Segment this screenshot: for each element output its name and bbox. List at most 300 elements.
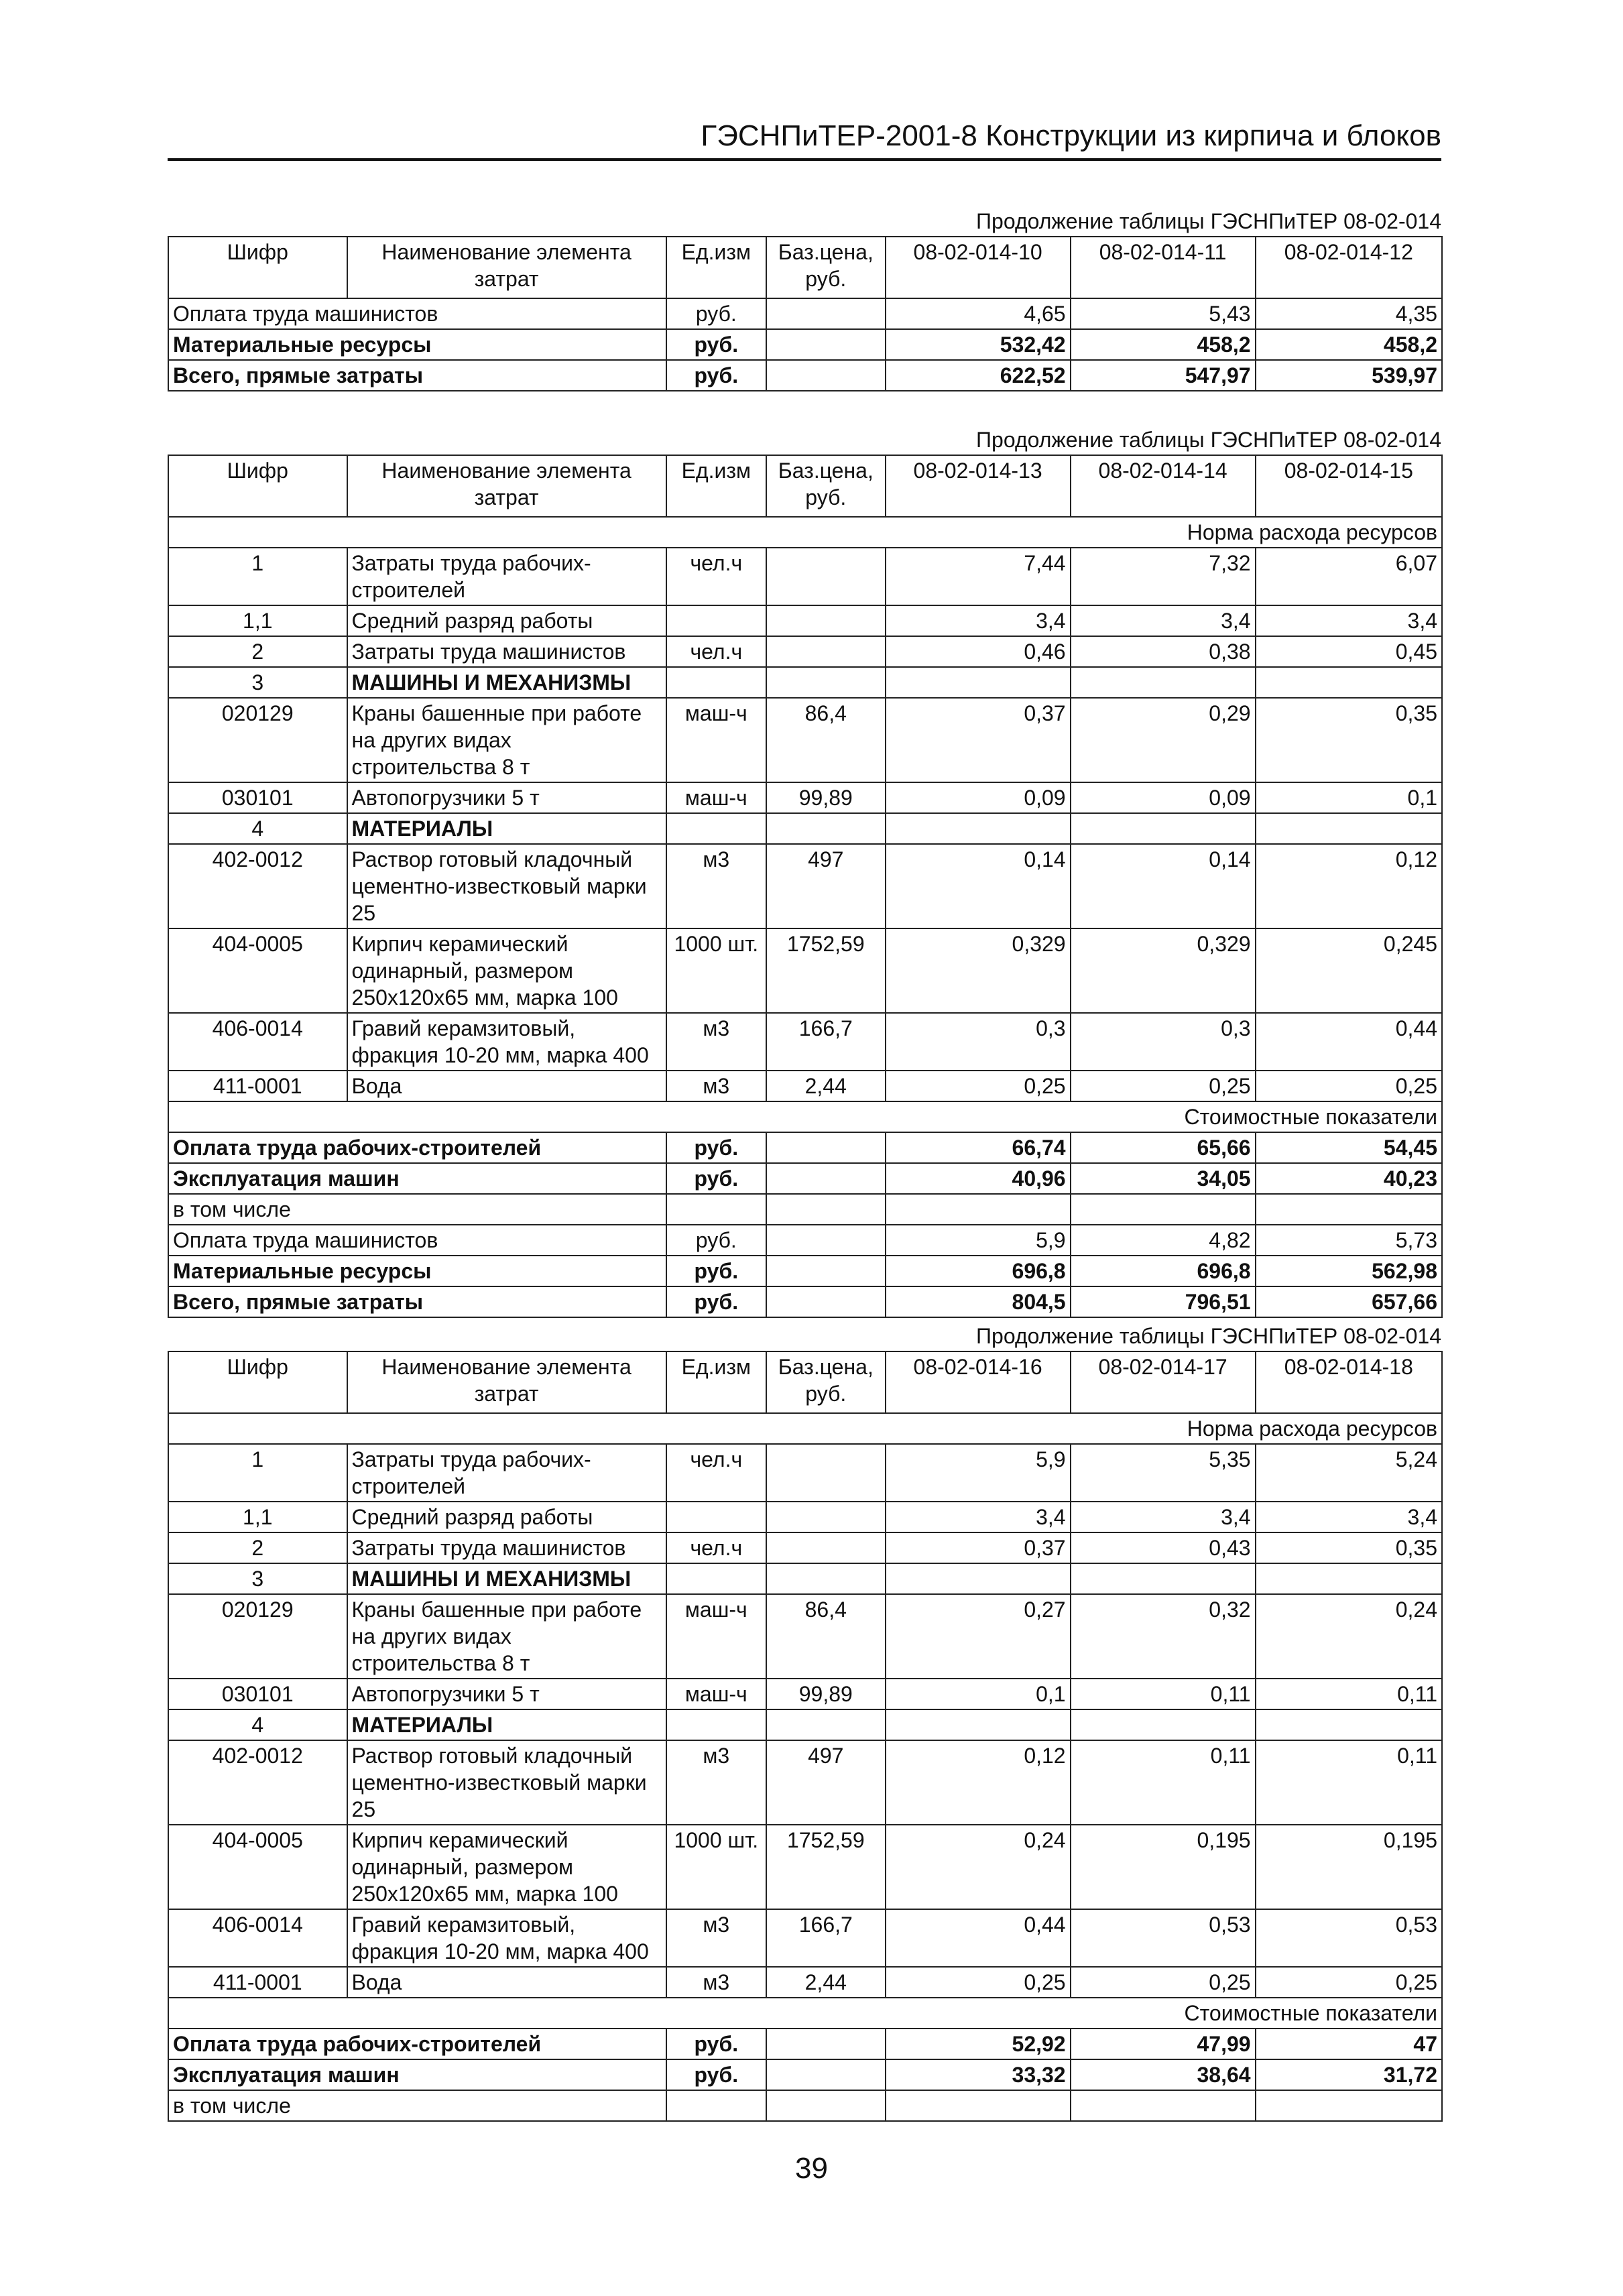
row-value: 0,44 [886,1909,1071,1967]
table-row [168,1532,1442,1563]
row-code: 3 [168,1563,347,1594]
row-value [886,667,1071,698]
row-code: 4 [168,1709,347,1740]
row-base-price: 497 [766,1740,886,1825]
row-value: 0,329 [886,928,1071,1013]
table-row [168,1740,1442,1825]
row-value: 0,25 [886,1071,1071,1101]
row-code: 404-0005 [168,928,347,1013]
cost-unit: руб. [666,1132,766,1163]
row-value: 0,11 [1071,1679,1256,1709]
cost-value: 5,73 [1256,1225,1442,1256]
row-base-price: 99,89 [766,1679,886,1709]
cost-base-price [766,1132,886,1163]
row-name: Краны башенные при работе на других видах строительства 8 т [347,698,666,782]
row-unit: м3 [666,1071,766,1101]
cost-value: 458,2 [1256,329,1442,360]
table-row [168,1013,1442,1071]
row-value: 3,4 [1256,605,1442,636]
table-continuation-label: Продолжение таблицы ГЭСНПиТЕР 08-02-014 [976,209,1441,233]
cost-value: 4,35 [1256,298,1442,329]
table-row [168,1825,1442,1909]
cost-name: Оплата труда машинистов [168,298,666,329]
cost-label-row [168,1101,1442,1132]
cost-value: 696,8 [886,1256,1071,1286]
table-row [168,1502,1442,1532]
row-value: 0,12 [886,1740,1071,1825]
row-value: 0,1 [886,1679,1071,1709]
column-header-rate-code: 08-02-014-13 [886,455,1071,517]
norm-label: Норма расхода ресурсов [168,517,1442,548]
column-header-price: Баз.цена, руб. [766,455,886,517]
column-header-unit: Ед.изм [666,455,766,517]
row-code: 020129 [168,1594,347,1679]
row-unit: 1000 шт. [666,1825,766,1909]
table-header-row [168,1351,1442,1413]
row-value [1071,1563,1256,1594]
table-row [168,844,1442,928]
row-code: 1 [168,548,347,605]
row-unit [666,1709,766,1740]
row-name: Автопогрузчики 5 т [347,1679,666,1709]
row-value: 0,12 [1256,844,1442,928]
table-header-row [168,237,1442,298]
row-value: 0,329 [1071,928,1256,1013]
row-value: 0,14 [886,844,1071,928]
table-row [168,1444,1442,1502]
cost-row [168,360,1442,391]
table-row [168,667,1442,698]
row-unit: маш-ч [666,1594,766,1679]
row-unit: 1000 шт. [666,928,766,1013]
row-base-price [766,1709,886,1740]
cost-unit: руб. [666,1225,766,1256]
row-value: 0,09 [886,782,1071,813]
cost-value: 34,05 [1071,1163,1256,1194]
row-name: МАШИНЫ И МЕХАНИЗМЫ [347,1563,666,1594]
row-value [1256,667,1442,698]
row-value: 0,195 [1256,1825,1442,1909]
column-header-rate-code: 08-02-014-10 [886,237,1071,298]
table-row [168,1071,1442,1101]
row-code: 402-0012 [168,844,347,928]
page-title: ГЭСНПиТЕР-2001-8 Конструкции из кирпича и блоков [701,119,1441,152]
row-unit: м3 [666,1967,766,1998]
row-base-price [766,1502,886,1532]
row-value [886,813,1071,844]
row-name: Затраты труда машинистов [347,636,666,667]
table-continuation-label: Продолжение таблицы ГЭСНПиТЕР 08-02-014 [976,1324,1441,1348]
row-base-price: 99,89 [766,782,886,813]
row-value [1071,1709,1256,1740]
row-unit: чел.ч [666,548,766,605]
cost-value [1071,2090,1256,2121]
row-value: 0,35 [1256,698,1442,782]
row-base-price: 2,44 [766,1967,886,1998]
table-continuation-label: Продолжение таблицы ГЭСНПиТЕР 08-02-014 [976,428,1441,452]
row-base-price: 166,7 [766,1013,886,1071]
cost-value: 804,5 [886,1286,1071,1317]
row-value [886,1563,1071,1594]
table-row [168,1909,1442,1967]
cost-name: Эксплуатация машин [168,2059,666,2090]
row-base-price: 2,44 [766,1071,886,1101]
column-header-rate-code: 08-02-014-12 [1256,237,1442,298]
table-row [168,1967,1442,1998]
row-code: 2 [168,1532,347,1563]
cost-name: в том числе [168,1194,666,1225]
row-unit: м3 [666,1013,766,1071]
cost-label: Стоимостные показатели [168,1998,1442,2029]
table-row [168,928,1442,1013]
table-row [168,1679,1442,1709]
row-value: 5,9 [886,1444,1071,1502]
resource-table-1 [168,236,1443,391]
cost-value: 5,43 [1071,298,1256,329]
row-unit: чел.ч [666,636,766,667]
norm-label-row [168,1413,1442,1444]
cost-base-price [766,329,886,360]
row-value: 0,3 [886,1013,1071,1071]
cost-value: 40,96 [886,1163,1071,1194]
row-base-price [766,636,886,667]
row-code: 4 [168,813,347,844]
cost-value: 696,8 [1071,1256,1256,1286]
row-base-price: 86,4 [766,1594,886,1679]
row-value: 0,11 [1256,1679,1442,1709]
row-value [1256,1709,1442,1740]
row-code: 402-0012 [168,1740,347,1825]
column-header-name: Наименование элемента затрат [347,237,666,298]
cost-value: 796,51 [1071,1286,1256,1317]
row-value: 0,44 [1256,1013,1442,1071]
cost-unit: руб. [666,2029,766,2059]
cost-value [1256,1194,1442,1225]
cost-unit: руб. [666,1163,766,1194]
cost-row [168,1286,1442,1317]
row-value: 0,37 [886,698,1071,782]
column-header-rate-code: 08-02-014-17 [1071,1351,1256,1413]
row-value: 0,35 [1256,1532,1442,1563]
row-code: 030101 [168,1679,347,1709]
cost-label-row [168,1998,1442,2029]
row-value: 3,4 [886,1502,1071,1532]
row-name: МАТЕРИАЛЫ [347,813,666,844]
cost-name: Всего, прямые затраты [168,1286,666,1317]
norm-label: Норма расхода ресурсов [168,1413,1442,1444]
row-base-price [766,1563,886,1594]
row-value: 3,4 [886,605,1071,636]
cost-base-price [766,1256,886,1286]
table-row [168,1709,1442,1740]
cost-name: Материальные ресурсы [168,1256,666,1286]
column-header-rate-code: 08-02-014-15 [1256,455,1442,517]
cost-value: 562,98 [1256,1256,1442,1286]
table-row [168,1563,1442,1594]
cost-base-price [766,1225,886,1256]
row-value: 3,4 [1071,1502,1256,1532]
row-name: МАШИНЫ И МЕХАНИЗМЫ [347,667,666,698]
row-name: Затраты труда рабочих-строителей [347,1444,666,1502]
row-value: 0,245 [1256,928,1442,1013]
row-unit: чел.ч [666,1444,766,1502]
resource-table-3 [168,1351,1443,2122]
row-base-price: 166,7 [766,1909,886,1967]
table-row [168,813,1442,844]
cost-row [168,1163,1442,1194]
cost-base-price [766,1163,886,1194]
row-value: 0,53 [1071,1909,1256,1967]
cost-value [886,1194,1071,1225]
cost-value: 4,65 [886,298,1071,329]
row-base-price: 86,4 [766,698,886,782]
cost-row [168,2029,1442,2059]
row-unit [666,667,766,698]
row-code: 3 [168,667,347,698]
row-value: 0,24 [1256,1594,1442,1679]
row-base-price: 497 [766,844,886,928]
row-name: МАТЕРИАЛЫ [347,1709,666,1740]
row-value [886,1709,1071,1740]
row-value: 0,45 [1256,636,1442,667]
cost-unit: руб. [666,329,766,360]
row-value: 0,24 [886,1825,1071,1909]
column-header-name: Наименование элемента затрат [347,455,666,517]
row-value: 0,14 [1071,844,1256,928]
table-row [168,782,1442,813]
row-value: 0,25 [1071,1967,1256,1998]
cost-value: 38,64 [1071,2059,1256,2090]
cost-unit: руб. [666,360,766,391]
cost-value [886,2090,1071,2121]
row-value [1256,1563,1442,1594]
cost-label: Стоимостные показатели [168,1101,1442,1132]
row-unit: м3 [666,1740,766,1825]
row-code: 2 [168,636,347,667]
row-value: 0,32 [1071,1594,1256,1679]
cost-value: 657,66 [1256,1286,1442,1317]
row-value: 6,07 [1256,548,1442,605]
norm-label-row [168,517,1442,548]
cost-unit: руб. [666,1256,766,1286]
row-unit [666,813,766,844]
cost-base-price [766,2090,886,2121]
row-code: 406-0014 [168,1909,347,1967]
row-base-price [766,813,886,844]
column-header-code: Шифр [168,237,347,298]
row-code: 411-0001 [168,1967,347,1998]
row-code: 1 [168,1444,347,1502]
row-value [1071,667,1256,698]
row-value: 0,3 [1071,1013,1256,1071]
row-base-price [766,667,886,698]
row-value: 0,25 [1256,1967,1442,1998]
row-value: 5,24 [1256,1444,1442,1502]
cost-value [1256,2090,1442,2121]
cost-value: 52,92 [886,2029,1071,2059]
cost-row [168,1256,1442,1286]
row-code: 1,1 [168,605,347,636]
row-value: 0,25 [1256,1071,1442,1101]
column-header-price: Баз.цена, руб. [766,1351,886,1413]
row-unit: м3 [666,844,766,928]
cost-value: 66,74 [886,1132,1071,1163]
table-row [168,636,1442,667]
table-header-row [168,455,1442,517]
cost-name: Эксплуатация машин [168,1163,666,1194]
cost-name: Всего, прямые затраты [168,360,666,391]
cost-value: 547,97 [1071,360,1256,391]
row-value: 3,4 [1071,605,1256,636]
page-header [168,119,1441,161]
cost-unit: руб. [666,298,766,329]
cost-base-price [766,360,886,391]
row-unit: маш-ч [666,698,766,782]
column-header-rate-code: 08-02-014-11 [1071,237,1256,298]
row-name: Затраты труда машинистов [347,1532,666,1563]
cost-row [168,298,1442,329]
cost-value: 31,72 [1256,2059,1442,2090]
cost-value: 47 [1256,2029,1442,2059]
page-number: 39 [795,2152,828,2185]
cost-value: 40,23 [1256,1163,1442,1194]
cost-name: Оплата труда машинистов [168,1225,666,1256]
resource-table-2 [168,455,1443,1318]
row-name: Средний разряд работы [347,1502,666,1532]
cost-value: 4,82 [1071,1225,1256,1256]
row-value: 0,53 [1256,1909,1442,1967]
row-unit: м3 [666,1909,766,1967]
row-value: 0,09 [1071,782,1256,813]
row-unit: маш-ч [666,782,766,813]
column-header-price: Баз.цена, руб. [766,237,886,298]
row-value: 0,27 [886,1594,1071,1679]
row-name: Вода [347,1071,666,1101]
row-code: 411-0001 [168,1071,347,1101]
row-code: 404-0005 [168,1825,347,1909]
cost-row [168,1194,1442,1225]
row-name: Раствор готовый кладочный цементно-известковый марки 25 [347,844,666,928]
row-value: 0,37 [886,1532,1071,1563]
row-value: 0,43 [1071,1532,1256,1563]
column-header-code: Шифр [168,1351,347,1413]
row-base-price [766,548,886,605]
table-row [168,548,1442,605]
row-value: 0,25 [1071,1071,1256,1101]
row-name: Кирпич керамический одинарный, размером 250х120х65 мм, марка 100 [347,1825,666,1909]
cost-row [168,2059,1442,2090]
row-code: 406-0014 [168,1013,347,1071]
row-value: 0,29 [1071,698,1256,782]
cost-row [168,1225,1442,1256]
row-name: Кирпич керамический одинарный, размером 250х120х65 мм, марка 100 [347,928,666,1013]
row-value: 0,38 [1071,636,1256,667]
cost-base-price [766,1286,886,1317]
row-name: Раствор готовый кладочный цементно-известковый марки 25 [347,1740,666,1825]
cost-row [168,2090,1442,2121]
row-base-price: 1752,59 [766,1825,886,1909]
row-value: 5,35 [1071,1444,1256,1502]
row-value: 0,1 [1256,782,1442,813]
table-row [168,1594,1442,1679]
cost-base-price [766,1194,886,1225]
cost-value: 622,52 [886,360,1071,391]
row-value [1256,813,1442,844]
row-unit [666,605,766,636]
row-name: Гравий керамзитовый, фракция 10-20 мм, марка 400 [347,1013,666,1071]
cost-base-price [766,2059,886,2090]
row-value: 0,46 [886,636,1071,667]
row-unit: маш-ч [666,1679,766,1709]
cost-value: 5,9 [886,1225,1071,1256]
row-value: 0,11 [1256,1740,1442,1825]
cost-value: 47,99 [1071,2029,1256,2059]
cost-value: 532,42 [886,329,1071,360]
row-value: 3,4 [1256,1502,1442,1532]
row-base-price [766,1444,886,1502]
cost-unit [666,2090,766,2121]
column-header-code: Шифр [168,455,347,517]
cost-base-price [766,2029,886,2059]
cost-name: Оплата труда рабочих-строителей [168,2029,666,2059]
row-value: 0,11 [1071,1740,1256,1825]
cost-name: в том числе [168,2090,666,2121]
row-code: 020129 [168,698,347,782]
row-name: Средний разряд работы [347,605,666,636]
row-base-price [766,1532,886,1563]
row-name: Гравий керамзитовый, фракция 10-20 мм, марка 400 [347,1909,666,1967]
row-value [1071,813,1256,844]
column-header-name: Наименование элемента затрат [347,1351,666,1413]
row-value: 0,25 [886,1967,1071,1998]
column-header-unit: Ед.изм [666,237,766,298]
row-unit [666,1563,766,1594]
row-name: Вода [347,1967,666,1998]
cost-unit: руб. [666,2059,766,2090]
cost-name: Оплата труда рабочих-строителей [168,1132,666,1163]
cost-unit [666,1194,766,1225]
row-value: 7,32 [1071,548,1256,605]
column-header-rate-code: 08-02-014-16 [886,1351,1071,1413]
table-row [168,698,1442,782]
row-name: Автопогрузчики 5 т [347,782,666,813]
cost-row [168,1132,1442,1163]
row-base-price: 1752,59 [766,928,886,1013]
row-base-price [766,605,886,636]
row-unit: чел.ч [666,1532,766,1563]
cost-value: 54,45 [1256,1132,1442,1163]
row-code: 030101 [168,782,347,813]
cost-value: 458,2 [1071,329,1256,360]
row-name: Затраты труда рабочих-строителей [347,548,666,605]
table-row [168,605,1442,636]
cost-value [1071,1194,1256,1225]
cost-name: Материальные ресурсы [168,329,666,360]
column-header-unit: Ед.изм [666,1351,766,1413]
cost-base-price [766,298,886,329]
cost-value: 65,66 [1071,1132,1256,1163]
row-value: 7,44 [886,548,1071,605]
cost-row [168,329,1442,360]
column-header-rate-code: 08-02-014-18 [1256,1351,1442,1413]
row-name: Краны башенные при работе на других видах строительства 8 т [347,1594,666,1679]
cost-unit: руб. [666,1286,766,1317]
column-header-rate-code: 08-02-014-14 [1071,455,1256,517]
row-code: 1,1 [168,1502,347,1532]
row-value: 0,195 [1071,1825,1256,1909]
cost-value: 33,32 [886,2059,1071,2090]
cost-value: 539,97 [1256,360,1442,391]
